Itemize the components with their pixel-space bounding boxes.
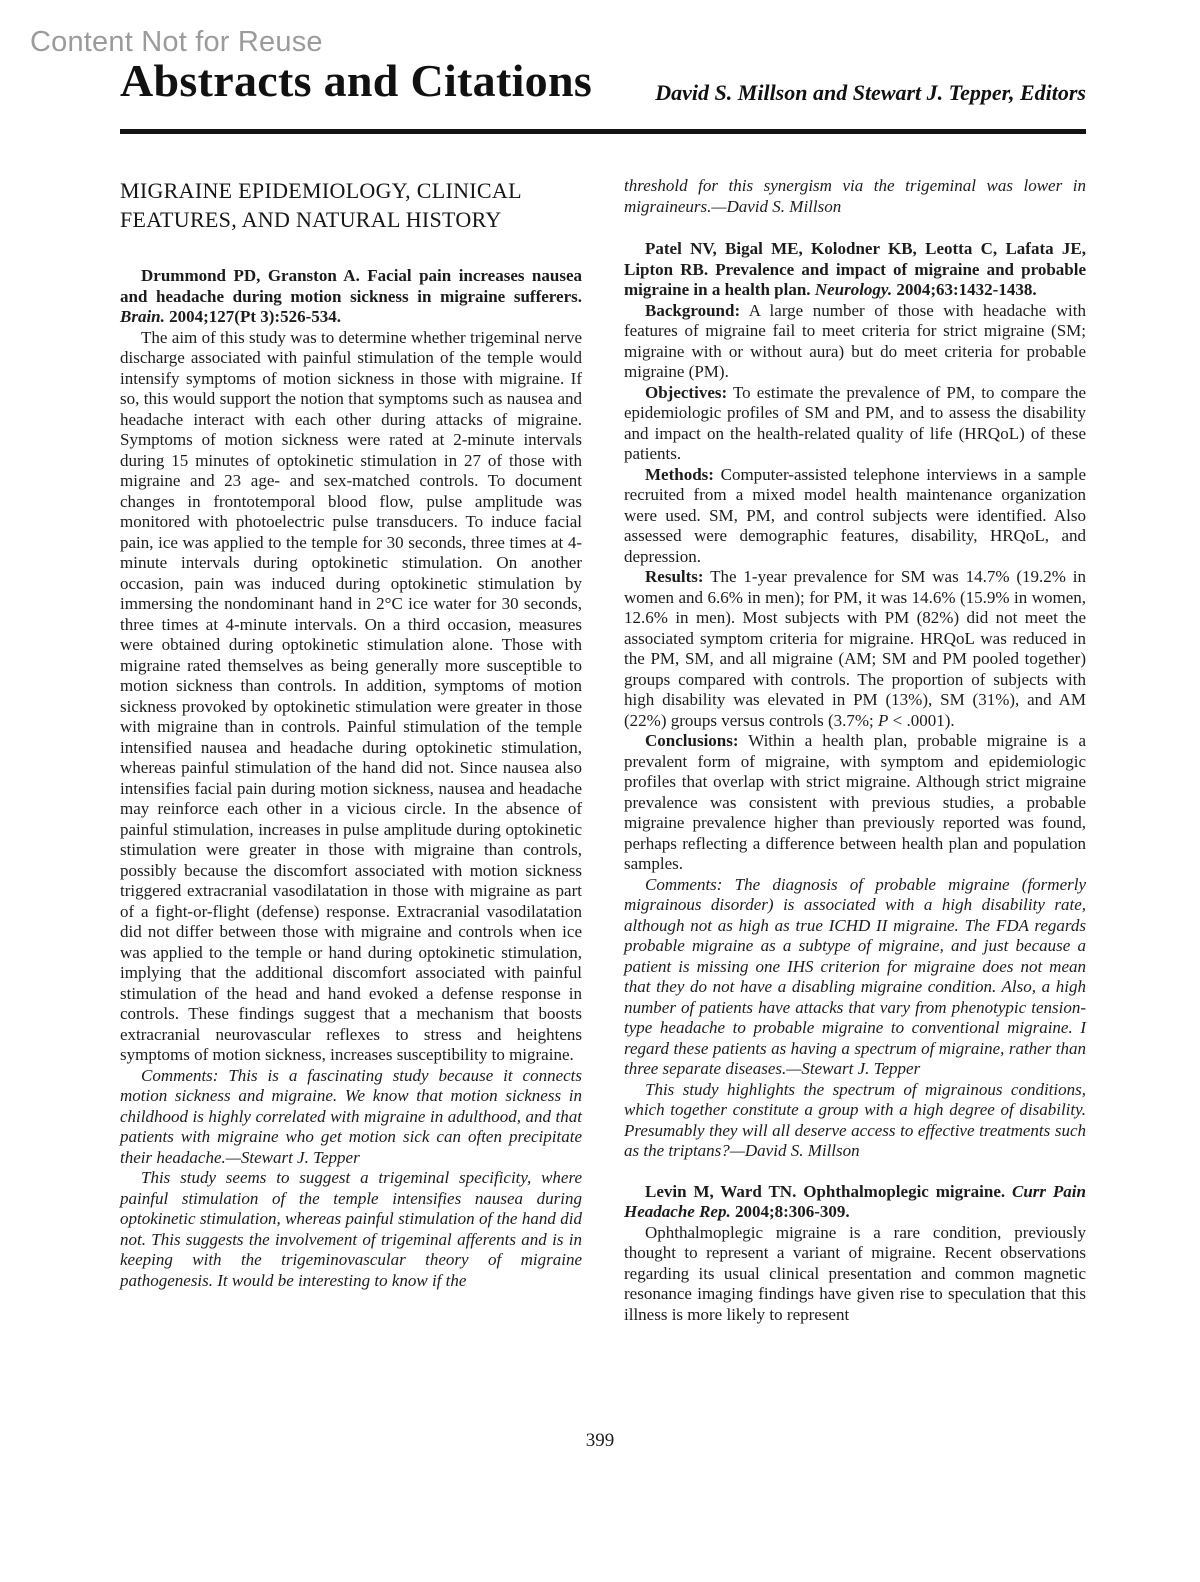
results-text-2: < .0001).	[888, 710, 955, 730]
comments-millson-patel: This study highlights the spectrum of migrainous conditions, which together constitute a group with a high degree of disability. Presumably they will all deserve access to effective treatments such as the triptans?—David S. Millson	[624, 1079, 1086, 1160]
objectives-label: Objectives:	[645, 382, 728, 402]
paragraph-conclusions	[624, 731, 1086, 875]
section-heading-line2: FEATURES, AND NATURAL HISTORY	[120, 207, 502, 232]
editors-byline: David S. Millson and Stewart J. Tepper, Editors	[655, 80, 1086, 105]
citation-drummond	[120, 266, 582, 328]
section-heading-line1: MIGRAINE EPIDEMIOLOGY, CLINICAL	[120, 178, 522, 203]
methods-label: Methods:	[645, 464, 714, 484]
citation-patel-ref: 2004;63:1432-1438.	[892, 280, 1037, 299]
objectives-text: To estimate the prevalence of PM, to compare the epidemiologic profiles of SM and PM, and to assess the disability and impact on the health-related quality of life (HRQoL) of these patients.	[624, 382, 1086, 463]
conclusions-text: Within a health plan, probable migraine is a prevalent form of migraine, with symptom and epidemiologic profiles that overlap with strict migraine. Although strict migraine prevalence was consistent with previous studies, a probable migraine prevalence higher than previously reported was found, perhaps reflecting a difference between health plan and population samples.	[624, 731, 1086, 873]
abstract-drummond: The aim of this study was to determine whether trigeminal nerve discharge associated with painful stimulation of the temple would intensify symptoms of motion sickness in those with migraine. If so, this would support the notion that symptoms such as nausea and headache interact with each other during attacks of migraine. Symptoms of motion sickness were rated at 2-minute intervals during 15 minutes of optokinetic stimulation in 27 of those with migraine and 23 age- and sex-matched controls. To document changes in frontotemporal blood flow, pulse amplitude was monitored with photoelectric pulse transducers. To induce facial pain, ice was applied to the temple for 30 seconds, three times at 4-minute intervals during optokinetic stimulation. On another occasion, pain was induced during optokinetic stimulation by immersing the nondominant hand in 2°C ice water for 30 seconds, three times at 4-minute intervals. On a third occasion, measures were obtained during optokinetic stimulation alone. Those with migraine rated themselves as being generally more susceptible to motion sickness than controls. In addition, symptoms of motion sickness provoked by optokinetic stimulation were greater in those with migraine than in controls. Painful stimulation of the temple intensified nausea and headache during optokinetic stimulation, whereas painful stimulation of the hand did not. Since nausea also intensifies facial pain during motion sickness, nausea and headache may reinforce each other in a vicious circle. In the absence of painful stimulation, increases in pulse amplitude during optokinetic stimulation were greater in those with migraine than controls, possibly because the discomfort associated with motion sickness triggered extracranial vasodilatation in those with migraine as part of a fight-or-flight (defense) response. Extracranial vasodilatation did not differ between those with migraine and controls when ice was applied to the temple or hand during optokinetic stimulation, implying that the additional discomfort associated with painful stimulation of the head and hand evoked a defense response in controls. These findings suggest that a mechanism that boosts extracranial neurovascular reflexes to stress and heightens symptoms of motion sickness, increases susceptibility to migraine.	[120, 327, 582, 1064]
paragraph-background	[624, 301, 1086, 383]
citation-patel-authors-title: Patel NV, Bigal ME, Kolodner KB, Leotta C, Lafata JE, Lipton RB. Prevalence and impact of migraine and probable migraine in a health plan.	[624, 239, 1086, 299]
background-label: Background:	[645, 300, 741, 320]
citation-drummond-journal: Brain.	[120, 307, 165, 326]
results-label: Results:	[645, 567, 704, 586]
page-title: Abstracts and Citations	[120, 55, 593, 106]
watermark-text: Content Not for Reuse	[30, 26, 323, 58]
citation-levin-authors-title: Levin M, Ward TN. Ophthalmoplegic migraine.	[645, 1181, 1013, 1201]
paragraph-results	[624, 567, 1086, 731]
right-column	[624, 176, 1086, 1325]
results-p-value-symbol: P	[878, 710, 889, 730]
citation-levin-journal: Curr Pain Headache Rep.	[624, 1181, 1086, 1221]
comments-tepper-patel: Comments: The diagnosis of probable migraine (formerly migrainous disorder) is associated with a high disability rate, although not as high as true ICHD II migraine. The FDA regards probable migraine as a subtype of migraine, and just because a patient is missing one IHS criterion for migraine does not mean that they do not have a disabling migraine condition. Also, a high number of patients have attacks that vary from phenotypic tension-type headache to probable migraine to conventional migraine. I regard these patients as having a spectrum of migraine, rather than three separate diseases.—Stewart J. Tepper	[624, 874, 1086, 1078]
page-number: 399	[585, 1430, 615, 1451]
comments-tepper-drummond: Comments: This is a fascinating study because it connects motion sickness and migraine. We know that motion sickness in childhood is highly correlated with migraine in adulthood, and that patients with migraine who get motion sick can often precipitate their headache.—Stewart J. Tepper	[120, 1065, 582, 1167]
citation-patel-journal: Neurology.	[814, 280, 893, 299]
citation-drummond-authors-title: Drummond PD, Granston A. Facial pain increases nausea and headache during motion sickness in migraine sufferers.	[120, 266, 582, 306]
methods-text: Computer-assisted telephone interviews in a sample recruited from a mixed model health maintenance organization were used. SM, PM, and control subjects were identified. Also assessed were demographic features, disability, HRQoL, and depression.	[624, 464, 1086, 566]
abstract-levin: Ophthalmoplegic migraine is a rare condition, previously thought to represent a variant of migraine. Recent observations regarding its usual clinical presentation and common magnetic resonance imaging findings have given rise to speculation that this illness is more likely to represent	[624, 1222, 1086, 1324]
results-text-1: The 1-year prevalence for SM was 14.7% (19.2% in women and 6.6% in men); for PM, it was 14.6% (15.9% in women, 12.6% in men). Most subjects with PM (82%) did not meet the associated symptom criteria for migraine. HRQoL was reduced in the PM, SM, and all migraine (AM; SM and PM pooled together) groups compared with controls. The proportion of subjects with high disability was elevated in PM (13%), SM (31%), and AM (22%) groups versus controls (3.7%;	[624, 567, 1086, 730]
section-heading	[120, 176, 582, 234]
comments-millson-drummond: This study seems to suggest a trigeminal specificity, where painful stimulation of the temple intensifies nausea during optokinetic stimulation, whereas painful stimulation of the hand did not. This suggests the involvement of trigeminal afferents and is in keeping with the trigeminovascular theory of migraine pathogenesis. It would be interesting to know if the	[120, 1168, 582, 1290]
citation-levin-ref: 2004;8:306-309.	[730, 1202, 850, 1221]
conclusions-label: Conclusions:	[645, 731, 739, 750]
paragraph-methods	[624, 465, 1086, 568]
citation-drummond-ref: 2004;127(Pt 3):526-534.	[164, 307, 341, 326]
header-rule	[120, 129, 1086, 134]
left-column	[120, 176, 582, 1291]
background-text: A large number of those with headache with features of migraine fail to meet criteria for strict migraine (SM; migraine with or without aura) but do meet criteria for probable migraine (PM).	[624, 300, 1086, 381]
citation-patel	[624, 239, 1086, 301]
comments-millson-continuation: threshold for this synergism via the trigeminal was lower in migraineurs.—David S. Millson	[624, 176, 1086, 216]
citation-levin	[624, 1182, 1086, 1223]
paragraph-objectives	[624, 383, 1086, 465]
